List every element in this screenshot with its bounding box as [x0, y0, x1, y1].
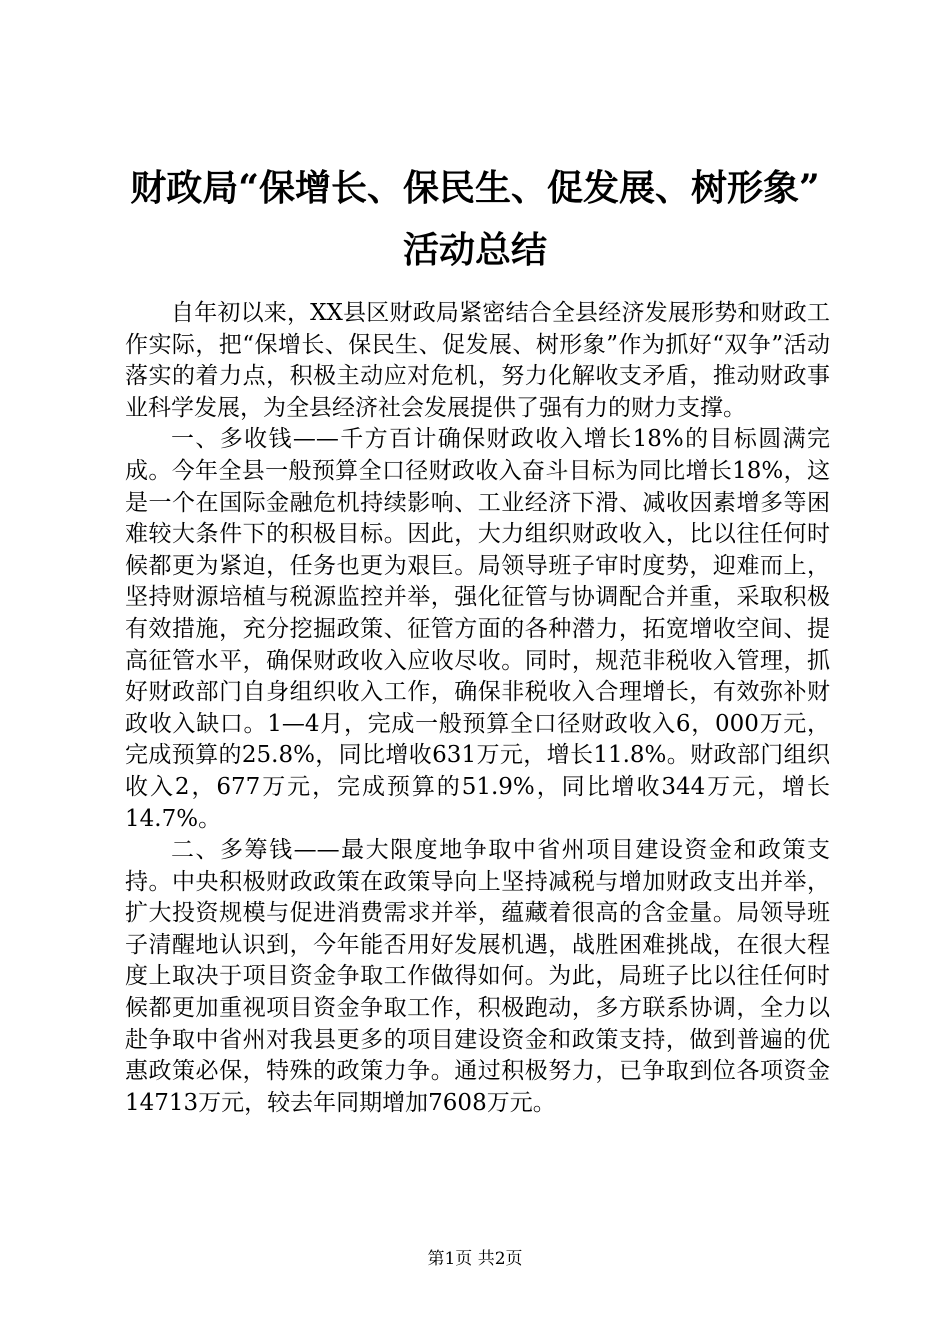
document-body: [125, 298, 830, 1119]
paragraph-section-2: 二、多筹钱——最大限度地争取中省州项目建设资金和政策支持。中央积极财政政策在政策导向上坚持减税与增加财政支出并举，扩大投资规模与促进消费需求并举，蕴藏着很高的含金量。局领导班子清醒地认识到，今年能否用好发展机遇，战胜困难挑战，在很大程度上取决于项目资金争取工作做得如何。为此，局班子比以往任何时候都更加重视项目资金争取工作，积极跑动，多方联系协调，全力以赴争取中省州对我县更多的项目建设资金和政策支持，做到普遍的优惠政策必保，特殊的政策力争。通过积极努力，已争取到位各项资金14713万元，较去年同期增加7608万元。: [125, 837, 830, 1116]
paragraph-section-1: 一、多收钱——千方百计确保财政收入增长18%的目标圆满完成。今年全县一般预算全口径财政收入奋斗目标为同比增长18%，这是一个在国际金融危机持续影响、工业经济下滑、减收因素增多等困难较大条件下的积极目标。因此，大力组织财政收入，比以往任何时候都更为紧迫，任务也更为艰巨。局领导班子审时度势，迎难而上，坚持财源培植与税源监控并举，强化征管与协调配合并重，采取积极有效措施，充分挖掘政策、征管方面的各种潜力，拓宽增收空间、提高征管水平，确保财政收入应收尽收。同时，规范非税收入管理，抓好财政部门自身组织收入工作，确保非税收入合理增长，有效弥补财政收入缺口。1—4月，完成一般预算全口径财政收入6，000万元，完成预算的25.8%，同比增收631万元，增长11.8%。财政部门组织收入2，677万元，完成预算的51.9%，同比增收344万元，增长14.7%。: [125, 426, 830, 832]
document-title-line-2: 活动总结: [402, 229, 547, 271]
document-title-line-1: 财政局“保增长、保民生、促发展、树形象”: [130, 167, 820, 209]
page-footer: 第1页 共2页: [427, 1249, 523, 1269]
paragraph-intro: 自年初以来，XX县区财政局紧密结合全县经济发展形势和财政工作实际，把“保增长、保民生、促发展、树形象”作为抓好“双争”活动落实的着力点，积极主动应对危机，努力化解收支矛盾，推动财政事业科学发展，为全县经济社会发展提供了强有力的财力支撑。: [125, 300, 830, 421]
